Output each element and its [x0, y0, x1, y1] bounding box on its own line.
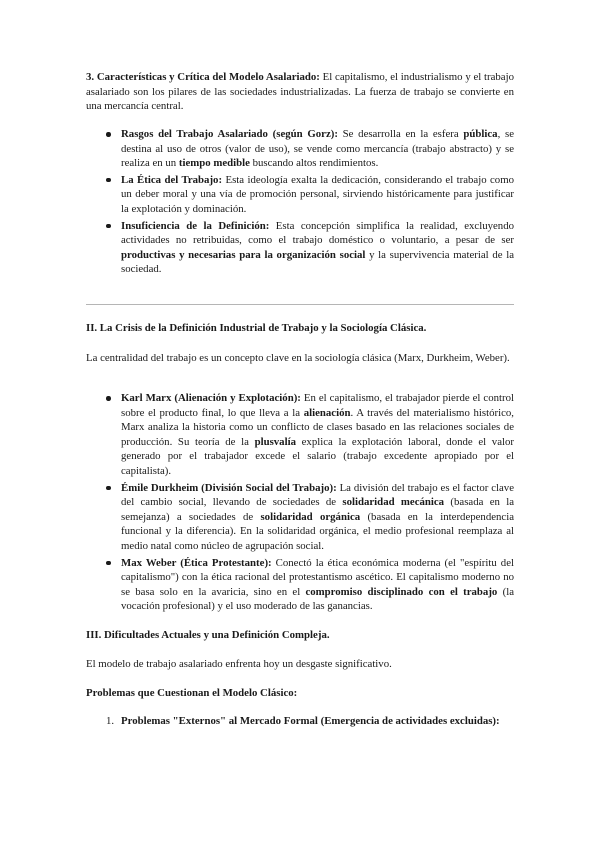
section-3-paragraph	[86, 70, 514, 114]
bullet-text: Esta ideología exalta la dedicación, considerando el trabajo como un deber moral y una vía de promoción personal, sirviendo históricamente para justificar la explotación y dominación.	[121, 173, 515, 215]
section-2-title: II. La Crisis de la Definición Industrial de Trabajo y la Sociología Clásica.	[86, 322, 427, 334]
bullet-text: , se destina al uso de otros (valor de uso), se vende como mercancía (trabajo abstracto) y se realiza en un	[121, 128, 514, 170]
list-item	[86, 391, 514, 479]
list-item	[86, 556, 514, 614]
bullet-text: buscando altos rendimientos.	[249, 157, 379, 170]
section-2-bullet-list	[86, 391, 514, 616]
bullet-text: En el capitalismo, el trabajador pierde el control sobre el producto final, lo que lleva a la	[121, 392, 514, 419]
bullet-text: (la vocación profesional) y el uso moderado de las ganancias.	[121, 585, 514, 613]
section-3-title: 3. Características y Crítica del Modelo Asalariado:	[86, 71, 320, 83]
bullet-emphasis: pública	[463, 128, 498, 140]
section-3b-heading	[86, 628, 514, 643]
bullet-text: La división del trabajo es el factor clave del cambio social, llevando de sociedades de	[121, 481, 514, 509]
bullet-emphasis: alienación	[303, 406, 351, 419]
list-item	[86, 714, 514, 729]
bullet-term: Rasgos del Trabajo Asalariado (según Gorz):	[121, 128, 338, 140]
bullet-text: y la supervivencia material de la sociedad.	[121, 248, 514, 276]
bullet-term: Émile Durkheim (División Social del Trabajo):	[121, 481, 337, 494]
problems-numbered-list	[86, 714, 514, 729]
bullet-text: Conectó la ética económica moderna (el "espíritu del capitalismo") con la ética racional del protestantismo ascético. El capitalismo moderno no se basa solo en la avaricia, sino en el	[121, 556, 514, 598]
bullet-term: Karl Marx (Alienación y Explotación):	[121, 392, 301, 404]
problems-subtitle: Problemas que Cuestionan el Modelo Clásico:	[86, 687, 298, 699]
bullet-term: La Ética del Trabajo:	[121, 173, 223, 186]
section-2-heading	[86, 321, 514, 336]
bullet-text: (basada en la interdependencia funcional y la diferencia). En la solidaridad orgánica, el medio profesional reemplaza al medio natal como núcleo de agrupación social.	[121, 510, 514, 552]
bullet-term: Insuficiencia de la Definición:	[121, 219, 270, 232]
section-3-bullet-list	[86, 127, 514, 279]
bullet-emphasis: solidaridad orgánica	[260, 510, 361, 523]
list-item	[86, 481, 514, 554]
section-3-text: El capitalismo, el industrialismo y el trabajo asalariado son los pilares de las sociedades industrializadas. La fuerza de trabajo se convierte en una mercancía central.	[86, 71, 515, 113]
bullet-text: (basada en la semejanza) a sociedades de	[121, 496, 514, 523]
bullet-term: Max Weber (Ética Protestante):	[121, 556, 272, 569]
problems-subheading	[86, 686, 514, 701]
bullet-text: . A través del materialismo histórico, Marx analiza la historia como un conflicto de clases basado en las relaciones sociales de producción. Su teoría de la	[121, 406, 515, 448]
section-2-intro: La centralidad del trabajo es un concepto clave en la sociología clásica (Marx, Durkheim, Weber).	[86, 352, 510, 364]
section-3b-title: III. Dificultades Actuales y una Definición Compleja.	[86, 629, 330, 641]
list-item	[86, 173, 514, 217]
list-item	[86, 127, 514, 171]
bullet-emphasis: solidaridad mecánica	[342, 496, 445, 509]
bullet-text: Se desarrolla en la esfera	[337, 128, 464, 140]
section-3b-intro: El modelo de trabajo asalariado enfrenta hoy un desgaste significativo.	[86, 658, 392, 670]
list-item	[86, 219, 514, 277]
list-number: 1.	[106, 715, 115, 727]
section-divider	[86, 304, 514, 305]
bullet-text: explica la explotación laboral, donde el valor generado por el trabajador excede el salario (trabajo excedente apropiado por el capitalista).	[121, 435, 514, 477]
bullet-emphasis: tiempo medible	[178, 157, 250, 170]
bullet-text: Esta concepción simplifica la realidad, excluyendo actividades no retribuidas, como el trabajo doméstico o voluntario, a pesar de ser	[121, 219, 514, 247]
list-item-title: Problemas "Externos" al Mercado Formal (Emergencia de actividades excluidas):	[121, 715, 500, 727]
bullet-emphasis: compromiso disciplinado con el trabajo	[305, 585, 498, 598]
bullet-emphasis: plusvalía	[254, 435, 296, 448]
bullet-emphasis: productivas y necesarias para la organización social	[121, 248, 366, 261]
